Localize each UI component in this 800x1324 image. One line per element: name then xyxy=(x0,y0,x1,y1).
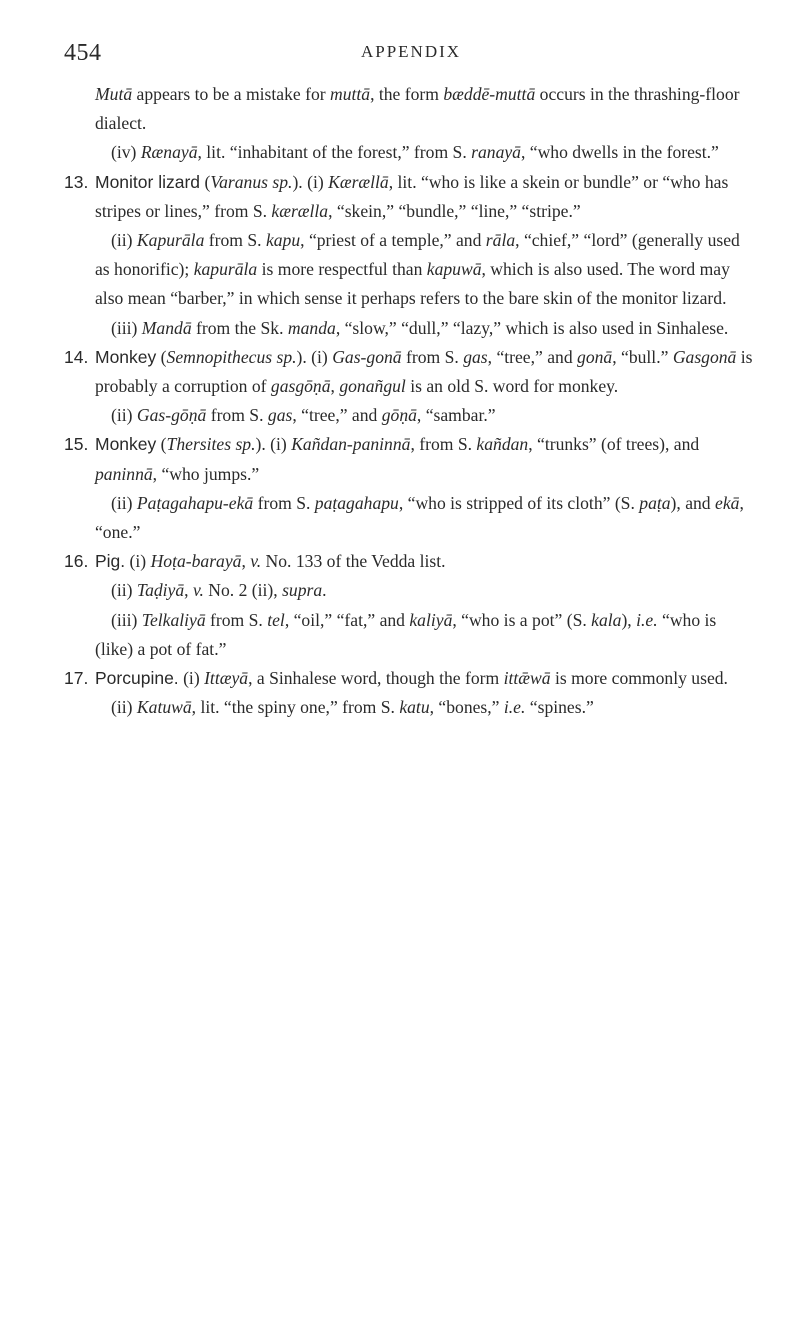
entry-17-sense-2: (ii) Katuwā, lit. “the spiny one,” from S. katu, “bones,” i.e. “spines.” xyxy=(111,697,594,718)
entry-headword: Monkey xyxy=(95,434,157,455)
entry-16-sense-1: Pig. (i) Hoṭa-barayā, v. No. 133 of the Vedda list. xyxy=(95,551,446,572)
running-head: APPENDIX xyxy=(360,42,462,61)
entry-headword: Porcupine. xyxy=(95,668,179,689)
page-number: 454 xyxy=(64,40,102,66)
entry-number: 13. xyxy=(64,171,89,192)
entry-number: 16. xyxy=(64,551,89,572)
entry-number: 17. xyxy=(64,668,89,689)
entry-number: 14. xyxy=(64,346,89,367)
continuation-paragraph: Mutā appears to be a mistake for muttā, the form bæddē-muttā occurs in the thrashing-floor dialect. xyxy=(95,84,740,134)
entry-14 xyxy=(64,343,758,431)
entry-17 xyxy=(64,664,758,722)
entry-15-sense-2: (ii) Paṭagahapu-ekā from S. paṭagahapu, “who is stripped of its cloth” (S. paṭa), and ekā, “one.” xyxy=(95,492,744,543)
page-header xyxy=(64,40,758,70)
entry-number: 15. xyxy=(64,434,89,455)
entry-13-sense-3: (iii) Mandā from the Sk. manda, “slow,” “dull,” “lazy,” which is also used in Sinhalese. xyxy=(111,317,729,338)
entry-headword: Monitor lizard xyxy=(95,171,201,192)
entry-15 xyxy=(64,430,758,547)
continuation-subentry-iv: (iv) Rænayā, lit. “inhabitant of the forest,” from S. ranayā, “who dwells in the forest.” xyxy=(111,142,719,163)
entry-15-sense-1: Monkey (Thersites sp.). (i) Kañdan-paninnā, from S. kañdan, “trunks” (of trees), and paninnā, “who jumps.” xyxy=(95,434,700,484)
entry-13-sense-2: (ii) Kapurāla from S. kapu, “priest of a temple,” and rāla, “chief,” “lord” (generally used as honorific); kapurāla is more respectful than kapuwā, which is also used. The word may also mean “barber,” in which sense it perhaps refers to the bare skin of the monitor lizard. xyxy=(95,230,740,309)
entry-14-sense-1: Monkey (Semnopithecus sp.). (i) Gas-gonā from S. gas, “tree,” and gonā, “bull.” Gasgonā is probably a corruption of gasgōṇā, gonañgul is an old S. word for monkey. xyxy=(95,346,753,397)
entry-headword: Monkey xyxy=(95,346,157,367)
entry-16-sense-3: (iii) Telkaliyā from S. tel, “oil,” “fat,” and kaliyā, “who is a pot” (S. kala), i.e. “who is (like) a pot of fat.” xyxy=(95,609,717,659)
entry-13-sense-1: Monitor lizard (Varanus sp.). (i) Kærællā, lit. “who is like a skein or bundle” or “who has stripes or lines,” from S. kærælla, “skein,” “bundle,” “line,” “stripe.” xyxy=(95,171,729,221)
entry-16-sense-2: (ii) Taḍiyā, v. No. 2 (ii), supra. xyxy=(111,580,327,601)
entry-17-sense-1: Porcupine. (i) Ittæyā, a Sinhalese word, though the form ittǣwā is more commonly used. xyxy=(95,668,728,689)
entry-16 xyxy=(64,547,758,664)
entry-headword: Pig. xyxy=(95,551,126,572)
entry-13 xyxy=(64,168,758,343)
page-body xyxy=(64,80,758,722)
entry-14-sense-2: (ii) Gas-gōṇā from S. gas, “tree,” and gōṇā, “sambar.” xyxy=(111,405,496,426)
